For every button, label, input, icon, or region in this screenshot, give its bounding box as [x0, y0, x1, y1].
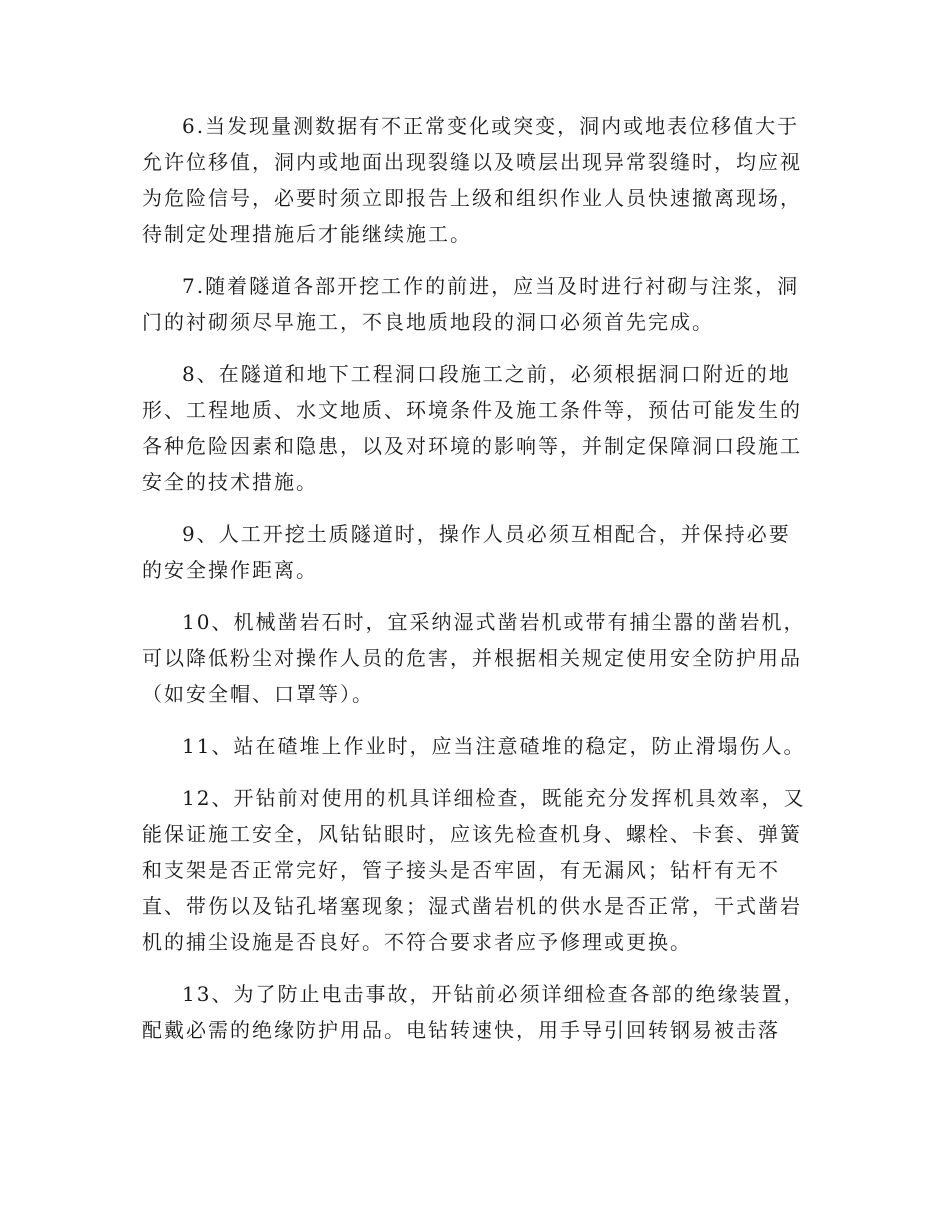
- paragraph-11: 11、站在碴堆上作业时，应当注意碴堆的稳定，防止滑塌伤人。: [182, 734, 806, 758]
- paragraph-7: 7.随着隧道各部开挖工作的前进，应当及时进行衬砌与注浆，洞门的衬砌须尽早施工，不良地质地段的洞口必须首先完成。: [142, 274, 800, 334]
- paragraph-8: 8、在隧道和地下工程洞口段施工之前，必须根据洞口附近的地形、工程地质、水文地质、环境条件及施工条件等，预估可能发生的各种危险因素和隐患，以及对环境的影响等，并制定保障洞口段施工安全的技术措施。: [142, 362, 802, 494]
- paragraph-9: 9、人工开挖土质隧道时，操作人员必须互相配合，并保持必要的安全操作距离。: [142, 522, 791, 582]
- paragraph-6: 6.当发现量测数据有不正常变化或突变，洞内或地表位移值大于允许位移值，洞内或地面出现裂缝以及喷层出现异常裂缝时，均应视为危险信号，必要时须立即报告上级和组织作业人员快速撤离现场，待制定处理措施后才能继续施工。: [142, 114, 802, 246]
- paragraph-12: 12、开钻前对使用的机具详细检查，既能充分发挥机具效率，又能保证施工安全，风钻钻眼时，应该先检查机身、螺栓、卡套、弹簧和支架是否正常完好，管子接头是否牢固，有无漏风；钻杆有无不直、带伤以及钻孔堵塞现象；湿式凿岩机的供水是否正常，干式凿岩机的捕尘设施是否良好。不符合要求者应予修理或更换。: [142, 786, 806, 954]
- paragraph-10: 10、机械凿岩石时，宜采纳湿式凿岩机或带有捕尘嚣的凿岩机，可以降低粉尘对操作人员的危害，并根据相关规定使用安全防护用品（如安全帽、口罩等）。: [142, 610, 806, 706]
- paragraph-13: 13、为了防止电击事故，开钻前必须详细检查各部的绝缘装置，配戴必需的绝缘防护用品。电钻转速快，用手导引回转钢易被击落: [142, 982, 806, 1042]
- document-body: [142, 108, 808, 1064]
